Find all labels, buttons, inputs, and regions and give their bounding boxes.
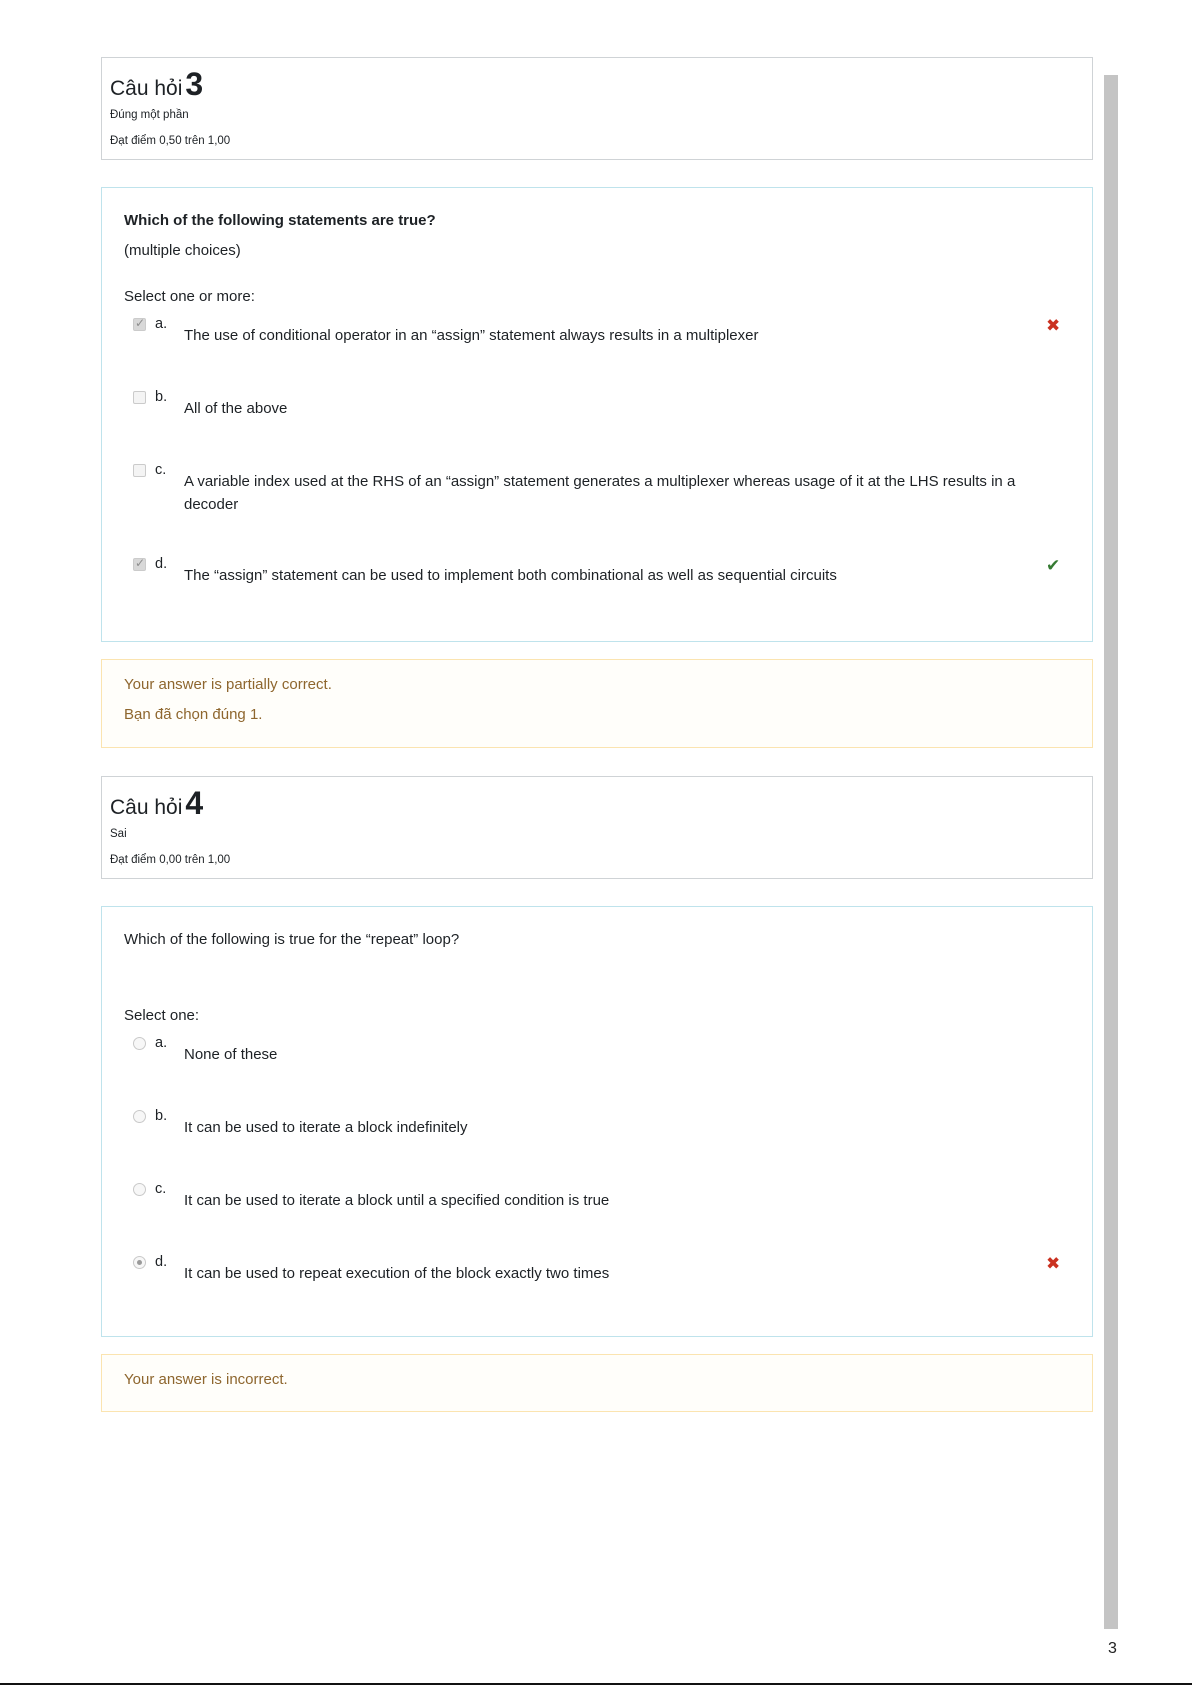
option-letter: c. bbox=[155, 1181, 167, 1197]
option-letter: a. bbox=[155, 316, 168, 332]
option-text: It can be used to repeat execution of the block exactly two times bbox=[184, 1265, 610, 1282]
question-4-feedback bbox=[101, 1354, 1093, 1412]
page-number: 3 bbox=[1108, 1640, 1117, 1657]
feedback-line: Your answer is incorrect. bbox=[124, 1371, 288, 1388]
option-c-radio[interactable] bbox=[133, 1183, 146, 1196]
question-3-subtext: (multiple choices) bbox=[124, 242, 241, 259]
option-a-checkbox[interactable] bbox=[133, 318, 146, 331]
question-4-prompt: Select one: bbox=[124, 1007, 200, 1024]
scrollbar[interactable] bbox=[1104, 75, 1118, 1629]
feedback-line: Your answer is partially correct. bbox=[124, 676, 332, 693]
question-3-text: Which of the following statements are true? bbox=[124, 212, 436, 229]
question-4-number: 4 bbox=[185, 785, 204, 821]
question-3-info bbox=[101, 57, 1093, 160]
question-4-info bbox=[101, 776, 1093, 879]
option-letter: b. bbox=[155, 1108, 168, 1124]
option-text: It can be used to iterate a block until a specified condition is true bbox=[184, 1192, 610, 1209]
option-d-radio[interactable] bbox=[133, 1256, 146, 1269]
option-text: None of these bbox=[184, 1046, 278, 1063]
option-text: It can be used to iterate a block indefinitely bbox=[184, 1119, 468, 1136]
question-4-title: Câu hỏi4 bbox=[110, 785, 204, 821]
check-icon: ✔ bbox=[1046, 556, 1061, 576]
question-4-content bbox=[101, 906, 1093, 1337]
option-letter: d. bbox=[155, 556, 168, 572]
option-letter: a. bbox=[155, 1035, 168, 1051]
option-b-radio[interactable] bbox=[133, 1110, 146, 1123]
question-4-state: Sai bbox=[110, 828, 127, 840]
option-a-radio[interactable] bbox=[133, 1037, 146, 1050]
option-letter: d. bbox=[155, 1254, 168, 1270]
option-text: A variable index used at the RHS of an “assign” statement generates a multiplexer whereas usage of it at the LHS results in a decoder bbox=[184, 473, 1016, 513]
option-c-checkbox[interactable] bbox=[133, 464, 146, 477]
question-4-grade: Đạt điểm 0,00 trên 1,00 bbox=[110, 854, 231, 866]
question-3-prompt: Select one or more: bbox=[124, 288, 255, 305]
option-text: The use of conditional operator in an “assign” statement always results in a multiplexer bbox=[184, 327, 759, 344]
option-text: The “assign” statement can be used to implement both combinational as well as sequential circuits bbox=[184, 567, 837, 584]
feedback-line: Bạn đã chọn đúng 1. bbox=[124, 706, 263, 723]
question-3-content bbox=[101, 187, 1093, 642]
option-d-checkbox[interactable] bbox=[133, 558, 146, 571]
question-3-number: 3 bbox=[185, 66, 204, 102]
question-3-feedback bbox=[101, 659, 1093, 748]
option-b-checkbox[interactable] bbox=[133, 391, 146, 404]
option-text: All of the above bbox=[184, 400, 288, 417]
question-3-title: Câu hỏi3 bbox=[110, 66, 204, 102]
option-letter: c. bbox=[155, 462, 167, 478]
close-icon: ✖ bbox=[1046, 1254, 1061, 1274]
question-3-grade: Đạt điểm 0,50 trên 1,00 bbox=[110, 135, 231, 147]
close-icon: ✖ bbox=[1046, 316, 1061, 336]
question-4-text: Which of the following is true for the “repeat” loop? bbox=[124, 931, 460, 948]
option-letter: b. bbox=[155, 389, 168, 405]
question-3-state: Đúng một phần bbox=[110, 109, 189, 121]
